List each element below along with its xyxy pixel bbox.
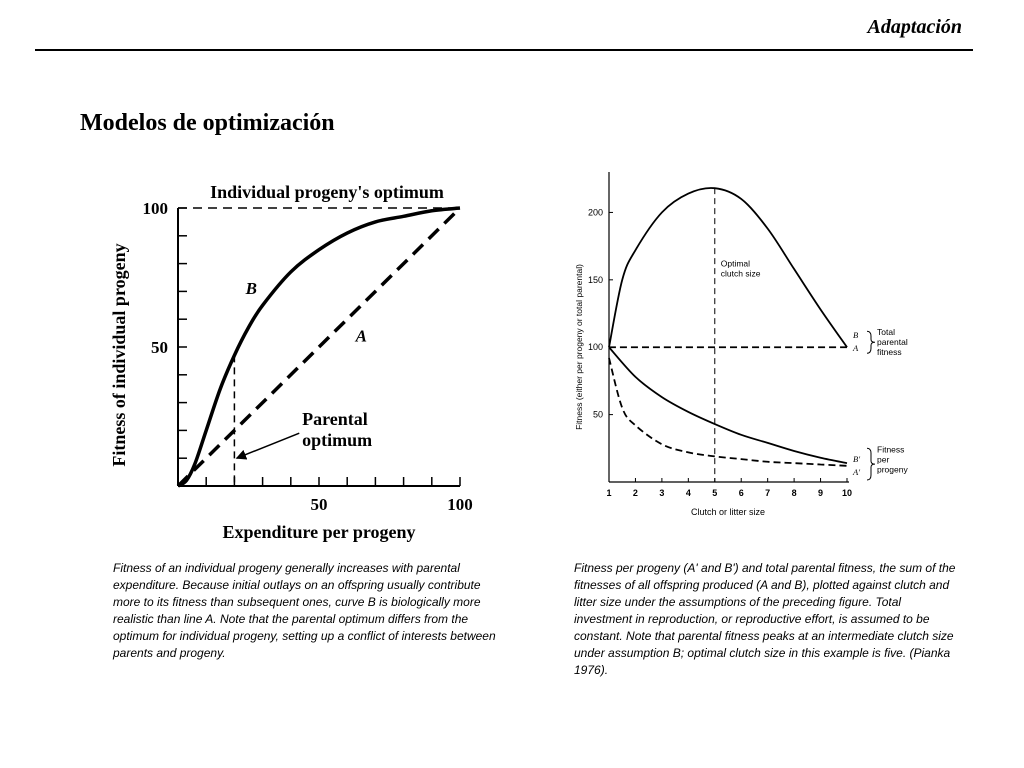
- y-axis-label: Fitness (either per progeny or total parental): [574, 264, 584, 430]
- figure-caption-left: Fitness of an individual progeny generally increases with parental expenditure. Because initial outlays on an offspring usually contribute more to its fitness than subsequent ones, curve B is biologically more realistic than line A. Note that the parental optimum differs from the optimum for individual progeny, setting up a conflict of interests between parents and progeny.: [113, 561, 496, 660]
- y-tick-label: 100: [142, 199, 168, 218]
- parental-optimum-label: Parental optimum: [302, 408, 373, 450]
- y-tick-label: 200: [587, 207, 603, 218]
- series-line-4: [609, 358, 847, 466]
- x-tick-label: 8: [791, 488, 797, 498]
- x-tick-label: 5: [712, 488, 718, 498]
- series-label-b: B: [245, 279, 258, 299]
- x-tick-label: 50: [310, 495, 328, 514]
- x-tick-label: 9: [818, 488, 824, 498]
- x-tick-label: 3: [659, 488, 665, 498]
- x-tick-label: 7: [765, 488, 771, 498]
- x-tick-label: 10: [841, 488, 853, 498]
- x-tick-label: 4: [685, 488, 691, 498]
- x-axis-label: Clutch or litter size: [690, 507, 766, 517]
- x-tick-label: 1: [606, 488, 612, 498]
- total-fitness-brace: [867, 331, 875, 353]
- y-axis-label: Fitness of individual progeny: [109, 243, 129, 467]
- header-divider: [35, 49, 973, 51]
- y-tick-label: 100: [587, 342, 603, 353]
- series-label-2: A: [853, 343, 859, 354]
- y-tick-label: 150: [587, 274, 603, 285]
- chart-title: Individual progeny's optimum: [210, 182, 444, 202]
- series-label-4: A': [853, 466, 861, 477]
- slide-title: Modelos de optimización: [80, 110, 335, 136]
- series-label-3: B': [853, 454, 861, 465]
- progeny-fitness-chart: [100, 170, 500, 550]
- figure-caption-right: Fitness per progeny (A' and B') and total parental fitness, the sum of the fitnesses of all offspring produced (A and B), plotted against clutch and litter size under the assumptions of the preceding figure. Total investment in reproduction, or reproductive effort, is assumed to be constant. Note that parental fitness peaks at an intermediate clutch size under assumption B; optimal clutch size in this example is five. (Pianka 1976).: [574, 561, 956, 677]
- x-tick-label: 6: [738, 488, 744, 498]
- per-progeny-label: Fitness per progeny: [877, 444, 908, 475]
- header-title: Adaptación: [867, 16, 962, 38]
- optimal-clutch-label: Optimal clutch size: [720, 258, 761, 279]
- series-label-1: B: [853, 330, 859, 341]
- series-label-a: A: [355, 326, 368, 346]
- series-line-3: [609, 347, 847, 463]
- parental-optimum-arrow: [237, 433, 300, 458]
- clutch-size-chart: [560, 160, 960, 530]
- y-tick-label: 50: [151, 338, 168, 357]
- total-fitness-label: Total parental fitness: [877, 327, 908, 358]
- per-progeny-brace: [867, 448, 875, 480]
- x-tick-label: 100: [447, 495, 473, 514]
- x-axis-label: Expenditure per progeny: [222, 522, 416, 542]
- y-tick-label: 50: [592, 409, 603, 420]
- x-tick-label: 2: [632, 488, 638, 498]
